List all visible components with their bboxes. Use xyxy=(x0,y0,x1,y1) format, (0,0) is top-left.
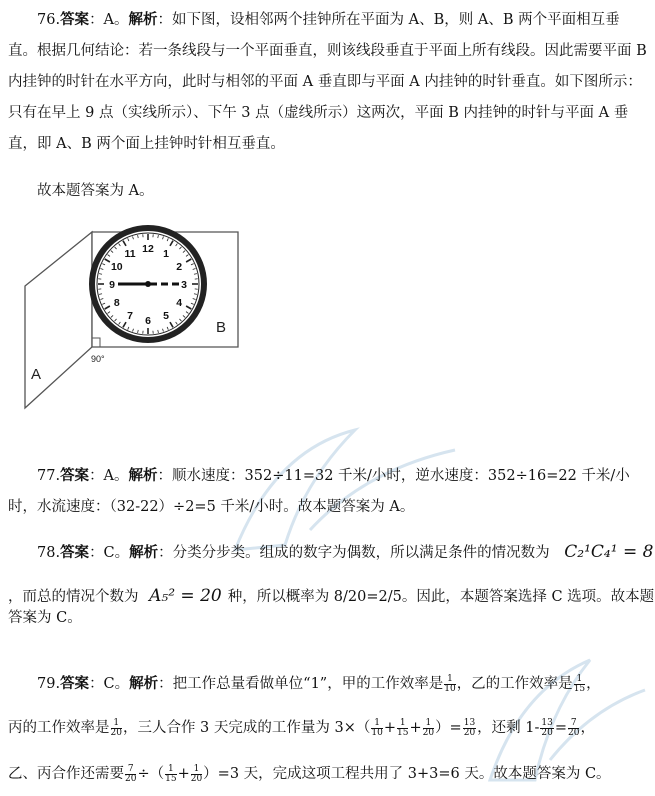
fraction-1-20: $\frac{1}{20}$ xyxy=(110,717,122,738)
q78-formula2: A₅² = 20 xyxy=(149,586,222,606)
clock-number: 7 xyxy=(127,310,133,323)
clock-number: 2 xyxy=(176,261,183,273)
q78-line1 xyxy=(37,541,653,562)
angle-label: 90° xyxy=(91,354,105,364)
q79-l3d: ）=3 天，完成这项工程共用了 3+3=6 天。故本题答案为 C。 xyxy=(203,766,611,782)
q76-answer-label: 答案 xyxy=(60,11,90,28)
q78-text3: 种，所以概率为 8/20=2/5。因此，本题答案选择 C 选项。故本题答案为 C。 xyxy=(8,589,655,626)
clock-number: 11 xyxy=(124,247,136,260)
fraction-1-20-b: $\frac{1}{20}$ xyxy=(422,717,435,738)
q79-l2g: = xyxy=(554,720,568,736)
q79-analysis-label: 解析 xyxy=(129,675,159,692)
q76-answer-value: ：A。 xyxy=(89,12,129,28)
q77-answer-label: 答案 xyxy=(60,467,90,484)
fraction-1-10-b: $\frac{1}{10}$ xyxy=(371,717,383,738)
q78-formula1: C₂¹C₄¹ = 8 xyxy=(564,542,654,562)
plus-sign-2: + xyxy=(409,720,422,736)
q78-text2a: ， xyxy=(8,589,23,605)
q78-text2: 而总的情况个数为 xyxy=(22,589,139,605)
q78-answer-label: 答案 xyxy=(60,544,90,561)
clock-number: 8 xyxy=(113,297,120,309)
q78-line2 xyxy=(8,585,655,627)
plus-sign: + xyxy=(383,720,396,736)
q79-l3a: 乙、丙合作还需要 xyxy=(8,766,124,782)
clock-number: 4 xyxy=(176,297,183,309)
q78-text1: ：分类分步类。组成的数字为偶数，所以满足条件的情况数为 xyxy=(158,545,550,561)
clock-number: 3 xyxy=(181,279,187,291)
fraction-1-20-c: $\frac{1}{20}$ xyxy=(190,763,203,784)
fraction-1-15-b: $\frac{1}{15}$ xyxy=(397,717,409,738)
fraction-13-20: $\frac{13}{20}$ xyxy=(463,717,476,738)
clock-number: 9 xyxy=(109,279,115,291)
q77-number: 77. xyxy=(37,468,61,484)
q79-line1: 79.答案：C。解析：把工作总量看做单位“1”，甲的工作效率是 $\frac{1}{10}$ ，乙的工作效率是 $\frac{1}{15}$ ， xyxy=(37,673,601,694)
fraction-7-20: $\frac{7}{20}$ xyxy=(568,717,580,738)
fraction-7-20-b: $\frac{7}{20}$ xyxy=(125,763,137,784)
clock-number: 6 xyxy=(145,315,151,327)
q79-l2a: 丙的工作效率是 xyxy=(8,720,110,736)
q77-answer-value: ：A。 xyxy=(89,468,129,484)
q77-analysis-label: 解析 xyxy=(128,467,158,484)
q79-line2: 丙的工作效率是 $\frac{1}{20}$ ，三人合作 3 天完成的工作量为 3×（ $\frac{1}{10}$ + $\frac{1}{15}$ + $\frac{1}{20}$ ）= $\frac{13}{20}$ ，还剩 1- $\frac{13}{20}$ = $\frac{7}{20}$ ， xyxy=(8,717,595,738)
q79-l2f: ，还剩 1- xyxy=(477,720,540,736)
fraction-1-15-c: $\frac{1}{15}$ xyxy=(165,763,177,784)
q79-answer-value: ：C。 xyxy=(89,676,130,692)
q79-l1b: ，乙的工作效率是 xyxy=(456,676,573,692)
q79-l2e: ）= xyxy=(435,720,462,736)
q79-l2b: ，三人合作 3 天完成的工作量为 3×（ xyxy=(122,720,371,736)
q79-l3b: ÷（ xyxy=(137,766,165,782)
q79-answer-label: 答案 xyxy=(60,675,90,692)
q77-paragraph xyxy=(8,460,648,523)
q78-analysis-label: 解析 xyxy=(129,544,159,561)
q79-line3 xyxy=(8,762,611,784)
fraction-1-10: $\frac{1}{10}$ xyxy=(444,673,456,694)
clock-number: 1 xyxy=(163,247,169,260)
q76-number: 76. xyxy=(37,12,61,28)
clock-number: 5 xyxy=(163,310,169,323)
plane-b-label: B xyxy=(216,319,227,336)
plane-a-label: A xyxy=(31,366,42,383)
q76-conclusion xyxy=(8,176,648,207)
fraction-1-15: $\frac{1}{15}$ xyxy=(573,673,586,694)
fraction-13-20-b: $\frac{13}{20}$ xyxy=(541,717,553,738)
q79-number: 79. xyxy=(37,676,61,692)
clock-figure xyxy=(20,222,245,412)
clock-number: 12 xyxy=(142,243,154,255)
plus-sign-3: + xyxy=(177,766,190,782)
q76-conclusion-text: 故本题答案为 A。 xyxy=(37,183,154,199)
q78-answer-value: ：C。 xyxy=(89,545,130,561)
q76-analysis-text: ：如下图，设相邻两个挂钟所在平面为 A、B，则 A、B 两个平面相互垂直。根据几何结论：若一条线段与一个平面垂直，则该线段垂直于平面上所有线段。因此需要平面 B 内挂钟的时针在水平方向，此时与相邻的平面 A 垂直即与平面 A 内挂钟的时针垂直。如下图所示：只有在早上 9 点（实线所示）、下午 3 点（虚线所示）这两次，平面 B 内挂钟的时针与平面 A 垂直，即 A、B 两个面上挂钟时针相互垂直。 xyxy=(8,12,647,152)
q79-l1a: ：把工作总量看做单位“1”，甲的工作效率是 xyxy=(158,676,444,692)
q76-paragraph xyxy=(8,4,648,160)
q77-analysis-text: ：顺水速度：352÷11=32 千米/小时，逆水速度：352÷16=22 千米/小时，水流速度：（32-22）÷2=5 千米/小时。故本题答案为 A。 xyxy=(8,468,630,515)
clock-number: 10 xyxy=(110,261,123,273)
q78-number: 78. xyxy=(37,545,61,561)
q76-analysis-label: 解析 xyxy=(128,11,158,28)
